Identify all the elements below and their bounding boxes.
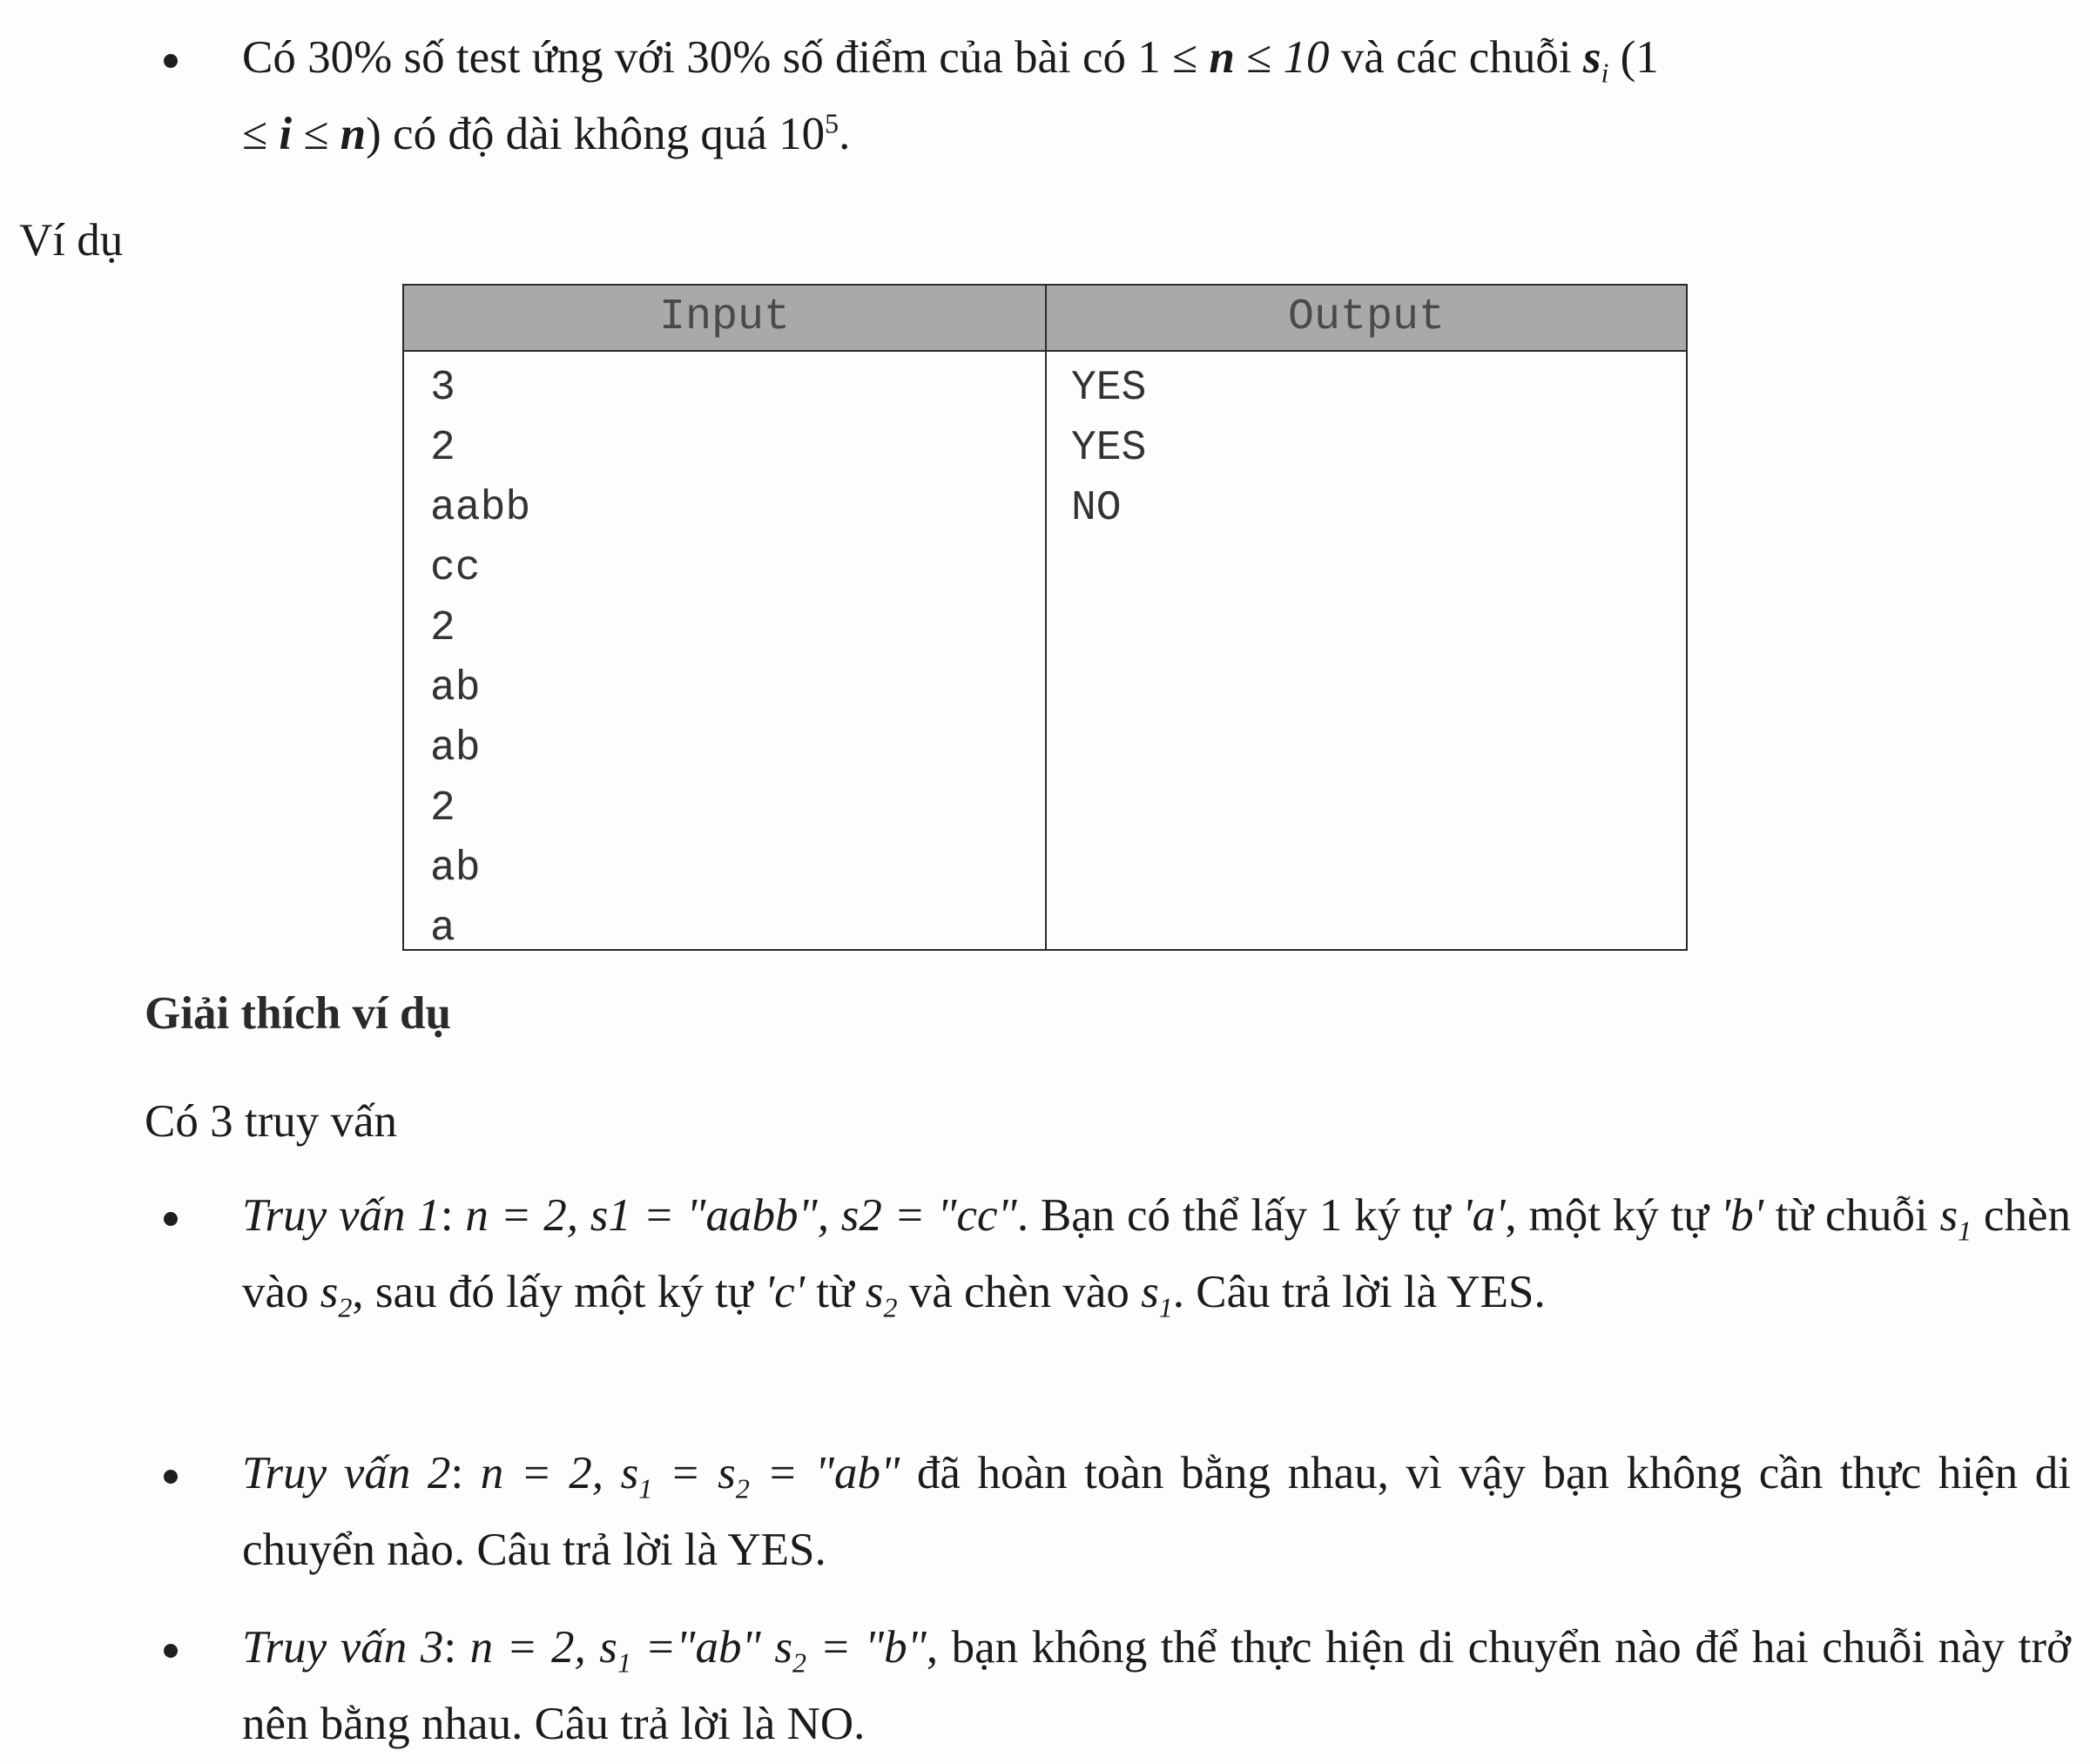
bullet-icon <box>164 1212 178 1226</box>
sample-table <box>402 284 1688 951</box>
input-line: 3 <box>430 365 455 412</box>
output-header: Output <box>1287 293 1446 342</box>
input-line: ab <box>430 665 481 712</box>
explanation-heading: Giải thích ví dụ <box>145 988 451 1039</box>
query-2-text: Truy vấn 2: n = 2, $s_1 = s_2$ = "ab" đã hoàn toàn bằng nhau, vì vậy bạn không cần thực hiện di chuyển nào. Câu trả lời là YES. <box>242 1448 2072 1575</box>
input-line: 2 <box>430 785 455 832</box>
bullet-icon <box>164 1470 178 1484</box>
input-header: Input <box>658 293 791 342</box>
input-line: 2 <box>430 605 455 652</box>
query-3-text: Truy vấn 3: n = 2, $s_1$ ="ab" $s_2$ = "b", bạn không thể thực hiện di chuyển nào để hai chuỗi này trở nên bằng nhau. Câu trả lời là NO. <box>242 1622 2072 1749</box>
bullet-icon <box>164 54 178 68</box>
bullet-icon <box>164 1644 178 1658</box>
input-line: ab <box>430 845 481 892</box>
input-line: a <box>430 906 455 953</box>
input-column <box>430 359 530 959</box>
constraint-text: Có 30% số test ứng với 30% số điểm của bài có 1 ≤ n ≤ 10 và các chuỗi $s_i$ (1 ≤ i ≤ n) có độ dài không quá $10^5$. <box>242 32 1659 159</box>
input-line: aabb <box>430 485 531 532</box>
example-heading: Ví dụ <box>19 215 124 266</box>
input-line: ab <box>430 725 481 772</box>
output-line: YES <box>1071 425 1147 472</box>
column-divider <box>1045 286 1047 949</box>
output-column <box>1071 359 1146 539</box>
explanation-intro: Có 3 truy vấn <box>145 1096 397 1147</box>
input-line: cc <box>430 545 481 592</box>
output-line: YES <box>1071 365 1147 412</box>
input-line: 2 <box>430 425 455 472</box>
query-1-text: Truy vấn 1: n = 2, s1 = "aabb", s2 = "cc". Bạn có thể lấy 1 ký tự 'a', một ký tự 'b' từ chuỗi $s_1$ chèn vào $s_2$, sau đó lấy một ký tự 'c' từ $s_2$ và chèn vào $s_1$. Câu trả lời là YES. <box>242 1190 2071 1323</box>
output-line: NO <box>1071 485 1122 532</box>
